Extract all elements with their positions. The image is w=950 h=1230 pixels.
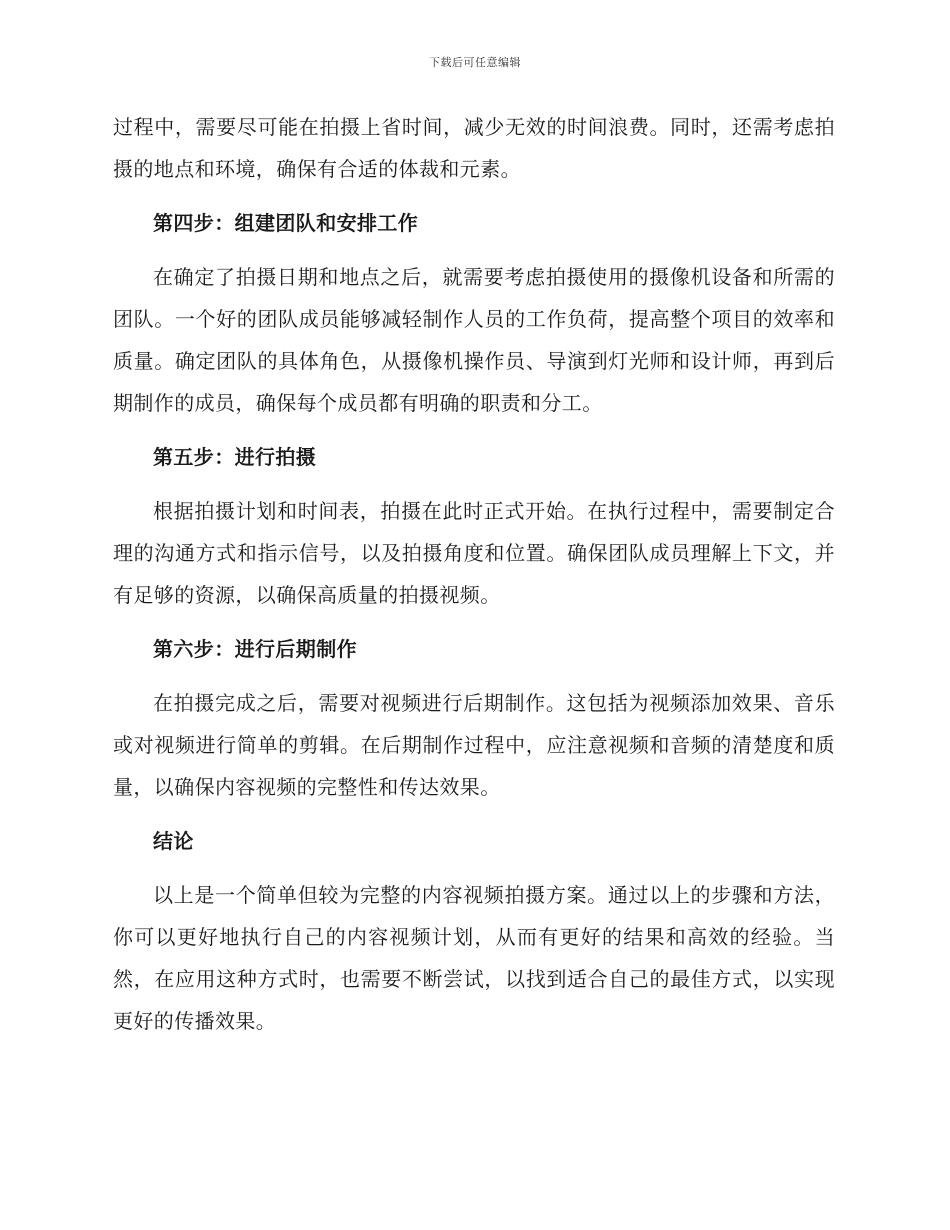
header-note: 下载后可任意编辑 — [429, 56, 521, 69]
section-heading-step-6: 第六步：进行后期制作 — [153, 637, 357, 661]
section-heading-step-4: 第四步：组建团队和安排工作 — [153, 211, 419, 235]
paragraph-continued: 过程中，需要尽可能在拍摄上省时间，减少无效的时间浪费。同时，还需考虑拍摄的地点和环境，确保有合适的体裁和元素。 — [113, 115, 835, 181]
paragraph-step-6: 在拍摄完成之后，需要对视频进行后期制作。这包括为视频添加效果、音乐或对视频进行简单的剪辑。在后期制作过程中，应注意视频和音频的清楚度和质量，以确保内容视频的完整性和传达效果。 — [113, 691, 835, 799]
section-heading-conclusion: 结论 — [153, 829, 194, 853]
paragraph-conclusion: 以上是一个简单但较为完整的内容视频拍摄方案。通过以上的步骤和方法，你可以更好地执行自己的内容视频计划，从而有更好的结果和高效的经验。当然，在应用这种方式时，也需要不断尝试，以找到适合自己的最佳方式，以实现更好的传播效果。 — [113, 883, 835, 1033]
paragraph-step-5: 根据拍摄计划和时间表，拍摄在此时正式开始。在执行过程中，需要制定合理的沟通方式和指示信号，以及拍摄角度和位置。确保团队成员理解上下文，并有足够的资源，以确保高质量的拍摄视频。 — [113, 499, 835, 607]
paragraph-step-4: 在确定了拍摄日期和地点之后，就需要考虑拍摄使用的摄像机设备和所需的团队。一个好的团队成员能够减轻制作人员的工作负荷，提高整个项目的效率和质量。确定团队的具体角色，从摄像机操作员、导演到灯光师和设计师，再到后期制作的成员，确保每个成员都有明确的职责和分工。 — [113, 265, 835, 415]
section-heading-step-5: 第五步：进行拍摄 — [153, 445, 317, 469]
document-body — [113, 106, 835, 1054]
